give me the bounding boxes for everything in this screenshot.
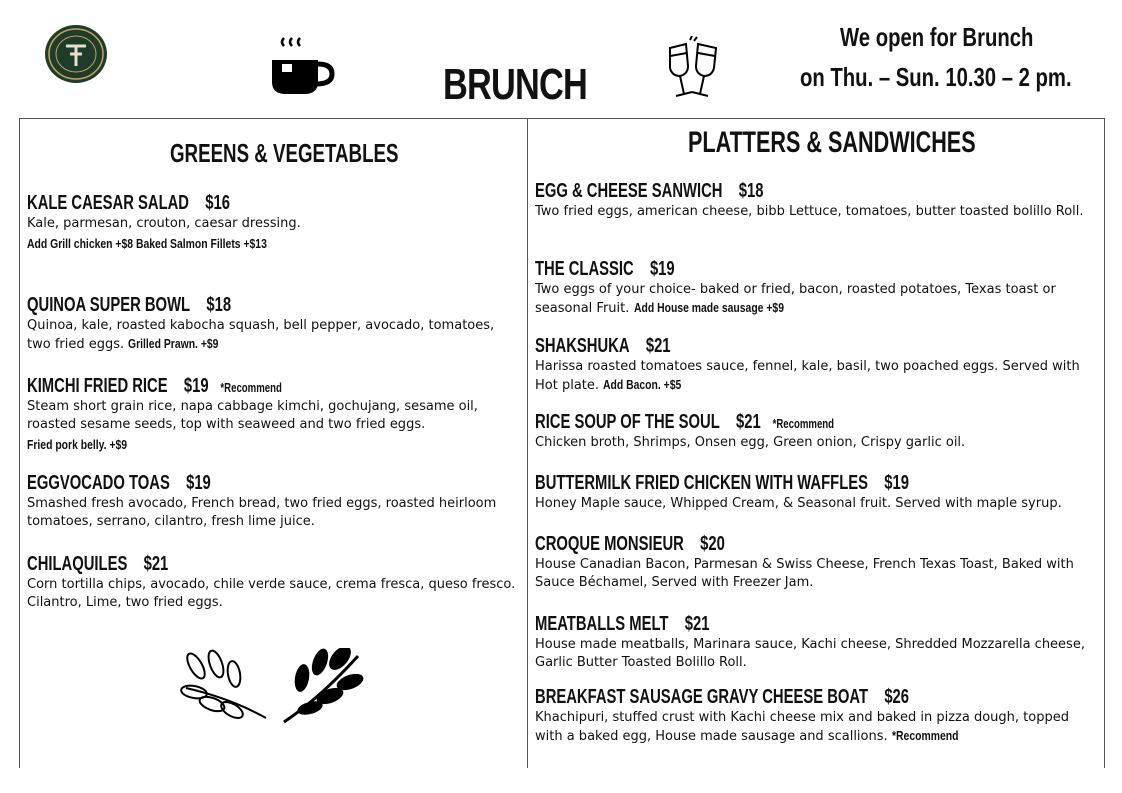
item-name: BUTTERMILK FRIED CHICKEN WITH WAFFLES $19 [535, 472, 909, 494]
coffee-cup-icon [268, 34, 336, 98]
item-price: $19 [884, 472, 909, 494]
column-divider [527, 118, 528, 768]
item-price: $18 [206, 294, 232, 316]
item-name: CROQUE MONSIEUR $20 [535, 533, 725, 555]
menu-item [27, 472, 519, 531]
item-name: RICE SOUP OF THE SOUL $21 *Recommend [535, 411, 835, 433]
item-description: Two eggs of your choice- baked or fried, bacon, roasted potatoes, Texas toast or seasonal Fruit. Add House made sausage +$9 [535, 282, 1056, 316]
menu-item [535, 686, 1100, 746]
item-description: Quinoa, kale, roasted kabocha squash, bell pepper, avocado, tomatoes, two fried eggs. Grilled Prawn. +$9 [27, 318, 495, 352]
item-price: $20 [700, 533, 725, 555]
menu-item [535, 335, 1100, 395]
item-price: $21 [645, 335, 671, 357]
item-description: Corn tortilla chips, avocado, chile verde sauce, crema fresca, queso fresco. Cilantro, Lime, two fried eggs. [27, 577, 516, 610]
restaurant-logo [44, 24, 108, 84]
item-name: QUINOA SUPER BOWL $18 [27, 294, 232, 316]
menu-item [535, 411, 1100, 452]
menu-item [535, 533, 1100, 592]
item-price: $26 [884, 686, 910, 708]
section-title-platters: PLATTERS & SANDWICHES [688, 126, 976, 159]
item-price: $18 [738, 180, 764, 202]
item-price: $21 [143, 553, 169, 575]
leaves-icon [180, 648, 364, 726]
menu-item [535, 613, 1100, 672]
item-addon: Fried pork belly. +$9 [27, 437, 128, 452]
recommend-tag: *Recommend [772, 416, 835, 431]
item-description: Steam short grain rice, napa cabbage kimchi, gochujang, sesame oil, roasted sesame seeds, top with seaweed and two fried eggs. [27, 399, 478, 432]
item-addon: Add Bacon. +$5 [603, 377, 682, 392]
opening-hours: on Thu. – Sun. 10.30 – 2 pm. [800, 62, 1072, 92]
menu-item [27, 192, 519, 253]
item-name: EGGVOCADO TOAS $19 [27, 472, 211, 494]
item-name: KIMCHI FRIED RICE $19 *Recommend [27, 375, 282, 397]
item-description: Two fried eggs, american cheese, bibb Lettuce, tomatoes, butter toasted bolillo Roll. [535, 204, 1084, 219]
item-price: $19 [649, 258, 675, 280]
champagne-glasses-icon [662, 36, 724, 102]
item-addon: Grilled Prawn. +$9 [128, 336, 219, 351]
item-description: Smashed fresh avocado, French bread, two fried eggs, roasted heirloom tomatoes, serrano, cilantro, fresh lime juice. [27, 496, 497, 529]
recommend-tag: *Recommend [220, 380, 282, 395]
item-description: House Canadian Bacon, Parmesan & Swiss Cheese, French Texas Toast, Baked with Sauce Béchamel, Served with Freezer Jam. [535, 557, 1074, 590]
item-name: BREAKFAST SAUSAGE GRAVY CHEESE BOAT $26 [535, 686, 910, 708]
item-description: Khachipuri, stuffed crust with Kachi cheese mix and baked in pizza dough, topped with a baked egg, House made sausage and scallions. *Recommend [535, 710, 1069, 744]
item-description: Kale, parmesan, crouton, caesar dressing. [27, 216, 301, 231]
item-description: Chicken broth, Shrimps, Onsen egg, Green onion, Crispy garlic oil. [535, 435, 966, 450]
menu-item [27, 553, 519, 612]
menu-item [535, 472, 1100, 513]
recommend-tag: *Recommend [891, 728, 959, 743]
menu-item [27, 294, 519, 354]
item-price: $19 [186, 472, 211, 494]
item-price: $21 [736, 411, 761, 433]
menu-item [535, 180, 1100, 221]
item-price: $19 [183, 375, 209, 397]
item-addon: Add House made sausage +$9 [633, 300, 784, 315]
menu-item [27, 375, 519, 454]
opening-days-heading: We open for Brunch [840, 22, 1034, 52]
item-name: KALE CAESAR SALAD $16 [27, 192, 230, 214]
item-name: THE CLASSIC $19 [535, 258, 675, 280]
item-description: Honey Maple sauce, Whipped Cream, & Seasonal fruit. Served with maple syrup. [535, 496, 1062, 511]
item-description: Harissa roasted tomatoes sauce, fennel, kale, basil, two poached eggs. Served with Hot plate. Add Bacon. +$5 [535, 359, 1080, 393]
item-name: EGG & CHEESE SANWICH $18 [535, 180, 764, 202]
item-addon: Add Grill chicken +$8 Baked Salmon Fillets +$13 [27, 236, 267, 251]
item-name: CHILAQUILES $21 [27, 553, 169, 575]
item-price: $21 [684, 613, 710, 635]
menu-item [535, 258, 1100, 318]
item-name: SHAKSHUKA $21 [535, 335, 671, 357]
item-price: $16 [205, 192, 230, 214]
section-title-greens: GREENS & VEGETABLES [170, 138, 399, 168]
page-title: BRUNCH [443, 60, 588, 109]
item-description: House made meatballs, Marinara sauce, Kachi cheese, Shredded Mozzarella cheese, Garlic Butter Toasted Bolillo Roll. [535, 637, 1085, 670]
item-name: MEATBALLS MELT $21 [535, 613, 710, 635]
